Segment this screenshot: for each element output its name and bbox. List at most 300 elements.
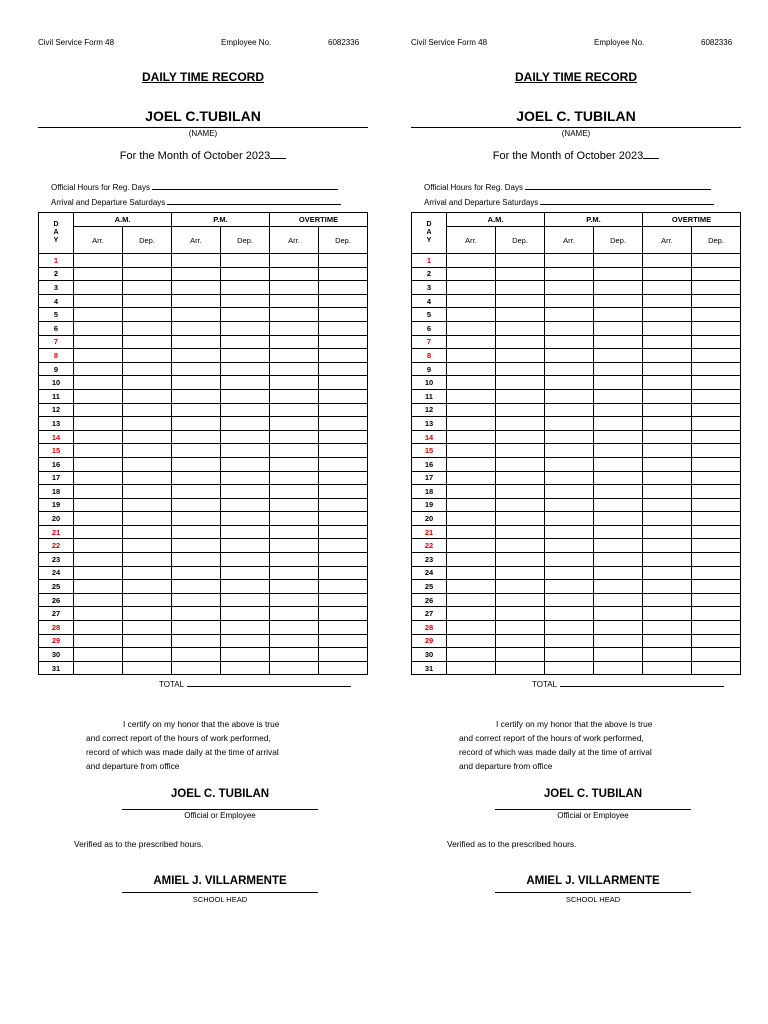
- time-cell[interactable]: [545, 254, 594, 268]
- time-cell[interactable]: [172, 430, 221, 444]
- time-cell[interactable]: [447, 321, 496, 335]
- time-cell[interactable]: [221, 471, 270, 485]
- time-cell[interactable]: [643, 349, 692, 363]
- time-cell[interactable]: [692, 661, 741, 675]
- time-cell[interactable]: [74, 593, 123, 607]
- time-cell[interactable]: [123, 471, 172, 485]
- time-cell[interactable]: [172, 254, 221, 268]
- time-cell[interactable]: [643, 648, 692, 662]
- time-cell[interactable]: [447, 430, 496, 444]
- time-cell[interactable]: [123, 430, 172, 444]
- time-cell[interactable]: [319, 430, 368, 444]
- time-cell[interactable]: [496, 376, 545, 390]
- time-cell[interactable]: [496, 294, 545, 308]
- time-cell[interactable]: [221, 525, 270, 539]
- time-cell[interactable]: [643, 553, 692, 567]
- time-cell[interactable]: [496, 457, 545, 471]
- time-cell[interactable]: [74, 376, 123, 390]
- time-cell[interactable]: [123, 267, 172, 281]
- time-cell[interactable]: [643, 362, 692, 376]
- time-cell[interactable]: [447, 525, 496, 539]
- time-cell[interactable]: [643, 471, 692, 485]
- time-cell[interactable]: [74, 294, 123, 308]
- time-cell[interactable]: [643, 661, 692, 675]
- time-cell[interactable]: [270, 444, 319, 458]
- time-cell[interactable]: [123, 362, 172, 376]
- time-cell[interactable]: [319, 512, 368, 526]
- time-cell[interactable]: [692, 430, 741, 444]
- time-cell[interactable]: [594, 471, 643, 485]
- time-cell[interactable]: [496, 485, 545, 499]
- time-cell[interactable]: [172, 607, 221, 621]
- time-cell[interactable]: [172, 457, 221, 471]
- time-cell[interactable]: [447, 580, 496, 594]
- time-cell[interactable]: [172, 539, 221, 553]
- time-cell[interactable]: [545, 267, 594, 281]
- time-cell[interactable]: [319, 294, 368, 308]
- time-cell[interactable]: [172, 593, 221, 607]
- time-cell[interactable]: [221, 593, 270, 607]
- time-cell[interactable]: [270, 281, 319, 295]
- time-cell[interactable]: [594, 254, 643, 268]
- time-cell[interactable]: [172, 294, 221, 308]
- time-cell[interactable]: [545, 621, 594, 635]
- time-cell[interactable]: [319, 281, 368, 295]
- time-cell[interactable]: [221, 294, 270, 308]
- time-cell[interactable]: [545, 389, 594, 403]
- time-cell[interactable]: [594, 648, 643, 662]
- time-cell[interactable]: [545, 294, 594, 308]
- time-cell[interactable]: [692, 648, 741, 662]
- time-cell[interactable]: [545, 308, 594, 322]
- time-cell[interactable]: [270, 539, 319, 553]
- time-cell[interactable]: [447, 607, 496, 621]
- time-cell[interactable]: [74, 553, 123, 567]
- time-cell[interactable]: [594, 430, 643, 444]
- time-cell[interactable]: [545, 648, 594, 662]
- time-cell[interactable]: [74, 430, 123, 444]
- time-cell[interactable]: [496, 308, 545, 322]
- time-cell[interactable]: [270, 267, 319, 281]
- time-cell[interactable]: [123, 308, 172, 322]
- time-cell[interactable]: [496, 389, 545, 403]
- time-cell[interactable]: [447, 498, 496, 512]
- time-cell[interactable]: [319, 634, 368, 648]
- time-cell[interactable]: [319, 444, 368, 458]
- time-cell[interactable]: [692, 593, 741, 607]
- time-cell[interactable]: [123, 512, 172, 526]
- time-cell[interactable]: [594, 566, 643, 580]
- time-cell[interactable]: [172, 308, 221, 322]
- time-cell[interactable]: [643, 512, 692, 526]
- time-cell[interactable]: [74, 349, 123, 363]
- time-cell[interactable]: [545, 444, 594, 458]
- time-cell[interactable]: [319, 267, 368, 281]
- time-cell[interactable]: [594, 634, 643, 648]
- time-cell[interactable]: [270, 308, 319, 322]
- time-cell[interactable]: [692, 267, 741, 281]
- time-cell[interactable]: [496, 593, 545, 607]
- time-cell[interactable]: [643, 254, 692, 268]
- time-cell[interactable]: [74, 321, 123, 335]
- time-cell[interactable]: [123, 321, 172, 335]
- time-cell[interactable]: [319, 457, 368, 471]
- time-cell[interactable]: [221, 403, 270, 417]
- time-cell[interactable]: [74, 607, 123, 621]
- time-cell[interactable]: [172, 485, 221, 499]
- time-cell[interactable]: [221, 430, 270, 444]
- time-cell[interactable]: [270, 580, 319, 594]
- time-cell[interactable]: [270, 335, 319, 349]
- time-cell[interactable]: [123, 553, 172, 567]
- time-cell[interactable]: [319, 580, 368, 594]
- time-cell[interactable]: [74, 444, 123, 458]
- time-cell[interactable]: [692, 281, 741, 295]
- time-cell[interactable]: [172, 321, 221, 335]
- time-cell[interactable]: [74, 267, 123, 281]
- time-cell[interactable]: [172, 580, 221, 594]
- time-cell[interactable]: [319, 648, 368, 662]
- time-cell[interactable]: [692, 403, 741, 417]
- time-cell[interactable]: [74, 335, 123, 349]
- time-cell[interactable]: [172, 498, 221, 512]
- time-cell[interactable]: [447, 621, 496, 635]
- time-cell[interactable]: [221, 321, 270, 335]
- time-cell[interactable]: [643, 444, 692, 458]
- time-cell[interactable]: [123, 349, 172, 363]
- time-cell[interactable]: [496, 621, 545, 635]
- time-cell[interactable]: [594, 267, 643, 281]
- time-cell[interactable]: [545, 281, 594, 295]
- time-cell[interactable]: [594, 593, 643, 607]
- time-cell[interactable]: [594, 281, 643, 295]
- time-cell[interactable]: [496, 580, 545, 594]
- time-cell[interactable]: [545, 471, 594, 485]
- time-cell[interactable]: [221, 335, 270, 349]
- time-cell[interactable]: [594, 580, 643, 594]
- time-cell[interactable]: [172, 362, 221, 376]
- time-cell[interactable]: [221, 512, 270, 526]
- time-cell[interactable]: [594, 457, 643, 471]
- time-cell[interactable]: [319, 485, 368, 499]
- time-cell[interactable]: [123, 335, 172, 349]
- time-cell[interactable]: [172, 444, 221, 458]
- time-cell[interactable]: [123, 539, 172, 553]
- time-cell[interactable]: [447, 539, 496, 553]
- time-cell[interactable]: [447, 457, 496, 471]
- time-cell[interactable]: [447, 553, 496, 567]
- time-cell[interactable]: [447, 349, 496, 363]
- time-cell[interactable]: [221, 621, 270, 635]
- time-cell[interactable]: [270, 457, 319, 471]
- time-cell[interactable]: [496, 362, 545, 376]
- time-cell[interactable]: [172, 648, 221, 662]
- time-cell[interactable]: [447, 281, 496, 295]
- time-cell[interactable]: [221, 389, 270, 403]
- time-cell[interactable]: [643, 498, 692, 512]
- time-cell[interactable]: [270, 553, 319, 567]
- time-cell[interactable]: [74, 281, 123, 295]
- time-cell[interactable]: [319, 376, 368, 390]
- time-cell[interactable]: [447, 512, 496, 526]
- time-cell[interactable]: [496, 566, 545, 580]
- time-cell[interactable]: [74, 634, 123, 648]
- time-cell[interactable]: [270, 485, 319, 499]
- time-cell[interactable]: [270, 362, 319, 376]
- time-cell[interactable]: [74, 525, 123, 539]
- time-cell[interactable]: [447, 376, 496, 390]
- time-cell[interactable]: [692, 349, 741, 363]
- time-cell[interactable]: [172, 403, 221, 417]
- time-cell[interactable]: [692, 254, 741, 268]
- time-cell[interactable]: [270, 403, 319, 417]
- time-cell[interactable]: [545, 607, 594, 621]
- time-cell[interactable]: [221, 349, 270, 363]
- time-cell[interactable]: [594, 512, 643, 526]
- time-cell[interactable]: [643, 321, 692, 335]
- time-cell[interactable]: [270, 621, 319, 635]
- time-cell[interactable]: [172, 349, 221, 363]
- time-cell[interactable]: [270, 389, 319, 403]
- time-cell[interactable]: [692, 294, 741, 308]
- time-cell[interactable]: [74, 580, 123, 594]
- time-cell[interactable]: [545, 362, 594, 376]
- time-cell[interactable]: [221, 485, 270, 499]
- time-cell[interactable]: [123, 281, 172, 295]
- time-cell[interactable]: [692, 580, 741, 594]
- time-cell[interactable]: [221, 648, 270, 662]
- time-cell[interactable]: [270, 648, 319, 662]
- time-cell[interactable]: [172, 281, 221, 295]
- time-cell[interactable]: [692, 376, 741, 390]
- time-cell[interactable]: [496, 661, 545, 675]
- time-cell[interactable]: [545, 321, 594, 335]
- time-cell[interactable]: [221, 444, 270, 458]
- time-cell[interactable]: [496, 430, 545, 444]
- time-cell[interactable]: [221, 607, 270, 621]
- time-cell[interactable]: [496, 335, 545, 349]
- time-cell[interactable]: [643, 417, 692, 431]
- time-cell[interactable]: [270, 566, 319, 580]
- time-cell[interactable]: [221, 566, 270, 580]
- time-cell[interactable]: [496, 498, 545, 512]
- time-cell[interactable]: [692, 308, 741, 322]
- time-cell[interactable]: [496, 267, 545, 281]
- time-cell[interactable]: [123, 566, 172, 580]
- time-cell[interactable]: [447, 308, 496, 322]
- time-cell[interactable]: [643, 457, 692, 471]
- time-cell[interactable]: [172, 417, 221, 431]
- time-cell[interactable]: [319, 607, 368, 621]
- time-cell[interactable]: [123, 661, 172, 675]
- time-cell[interactable]: [594, 376, 643, 390]
- time-cell[interactable]: [270, 349, 319, 363]
- time-cell[interactable]: [692, 417, 741, 431]
- time-cell[interactable]: [496, 525, 545, 539]
- time-cell[interactable]: [545, 553, 594, 567]
- time-cell[interactable]: [270, 607, 319, 621]
- time-cell[interactable]: [319, 661, 368, 675]
- time-cell[interactable]: [692, 457, 741, 471]
- time-cell[interactable]: [270, 512, 319, 526]
- time-cell[interactable]: [447, 485, 496, 499]
- time-cell[interactable]: [447, 634, 496, 648]
- time-cell[interactable]: [692, 621, 741, 635]
- time-cell[interactable]: [594, 362, 643, 376]
- time-cell[interactable]: [692, 525, 741, 539]
- time-cell[interactable]: [172, 661, 221, 675]
- time-cell[interactable]: [74, 471, 123, 485]
- time-cell[interactable]: [643, 539, 692, 553]
- time-cell[interactable]: [74, 362, 123, 376]
- time-cell[interactable]: [496, 417, 545, 431]
- time-cell[interactable]: [172, 389, 221, 403]
- time-cell[interactable]: [594, 607, 643, 621]
- time-cell[interactable]: [123, 580, 172, 594]
- time-cell[interactable]: [221, 457, 270, 471]
- time-cell[interactable]: [545, 417, 594, 431]
- time-cell[interactable]: [692, 512, 741, 526]
- time-cell[interactable]: [594, 335, 643, 349]
- time-cell[interactable]: [643, 593, 692, 607]
- time-cell[interactable]: [123, 444, 172, 458]
- time-cell[interactable]: [172, 634, 221, 648]
- time-cell[interactable]: [319, 593, 368, 607]
- time-cell[interactable]: [643, 580, 692, 594]
- time-cell[interactable]: [545, 376, 594, 390]
- time-cell[interactable]: [496, 321, 545, 335]
- time-cell[interactable]: [123, 389, 172, 403]
- time-cell[interactable]: [447, 389, 496, 403]
- time-cell[interactable]: [643, 430, 692, 444]
- time-cell[interactable]: [545, 335, 594, 349]
- time-cell[interactable]: [643, 376, 692, 390]
- time-cell[interactable]: [221, 281, 270, 295]
- time-cell[interactable]: [123, 648, 172, 662]
- time-cell[interactable]: [123, 294, 172, 308]
- time-cell[interactable]: [221, 417, 270, 431]
- time-cell[interactable]: [172, 376, 221, 390]
- time-cell[interactable]: [447, 267, 496, 281]
- time-cell[interactable]: [545, 566, 594, 580]
- time-cell[interactable]: [270, 376, 319, 390]
- time-cell[interactable]: [692, 553, 741, 567]
- time-cell[interactable]: [643, 485, 692, 499]
- time-cell[interactable]: [319, 417, 368, 431]
- time-cell[interactable]: [692, 498, 741, 512]
- time-cell[interactable]: [447, 648, 496, 662]
- time-cell[interactable]: [74, 566, 123, 580]
- time-cell[interactable]: [74, 403, 123, 417]
- time-cell[interactable]: [545, 512, 594, 526]
- time-cell[interactable]: [447, 403, 496, 417]
- time-cell[interactable]: [123, 417, 172, 431]
- time-cell[interactable]: [594, 321, 643, 335]
- time-cell[interactable]: [496, 349, 545, 363]
- time-cell[interactable]: [643, 403, 692, 417]
- time-cell[interactable]: [545, 539, 594, 553]
- time-cell[interactable]: [545, 634, 594, 648]
- time-cell[interactable]: [270, 294, 319, 308]
- time-cell[interactable]: [221, 254, 270, 268]
- time-cell[interactable]: [123, 403, 172, 417]
- time-cell[interactable]: [545, 403, 594, 417]
- time-cell[interactable]: [221, 308, 270, 322]
- time-cell[interactable]: [172, 525, 221, 539]
- time-cell[interactable]: [594, 553, 643, 567]
- time-cell[interactable]: [496, 444, 545, 458]
- time-cell[interactable]: [319, 539, 368, 553]
- time-cell[interactable]: [496, 281, 545, 295]
- time-cell[interactable]: [172, 553, 221, 567]
- time-cell[interactable]: [123, 254, 172, 268]
- time-cell[interactable]: [643, 335, 692, 349]
- time-cell[interactable]: [545, 457, 594, 471]
- time-cell[interactable]: [643, 294, 692, 308]
- time-cell[interactable]: [594, 661, 643, 675]
- time-cell[interactable]: [545, 430, 594, 444]
- time-cell[interactable]: [594, 525, 643, 539]
- time-cell[interactable]: [692, 321, 741, 335]
- time-cell[interactable]: [594, 485, 643, 499]
- time-cell[interactable]: [594, 308, 643, 322]
- time-cell[interactable]: [221, 634, 270, 648]
- time-cell[interactable]: [221, 267, 270, 281]
- time-cell[interactable]: [692, 607, 741, 621]
- time-cell[interactable]: [74, 661, 123, 675]
- time-cell[interactable]: [692, 471, 741, 485]
- time-cell[interactable]: [74, 539, 123, 553]
- time-cell[interactable]: [692, 389, 741, 403]
- time-cell[interactable]: [594, 498, 643, 512]
- time-cell[interactable]: [172, 512, 221, 526]
- time-cell[interactable]: [447, 444, 496, 458]
- time-cell[interactable]: [545, 498, 594, 512]
- time-cell[interactable]: [643, 621, 692, 635]
- time-cell[interactable]: [496, 254, 545, 268]
- time-cell[interactable]: [270, 661, 319, 675]
- time-cell[interactable]: [594, 389, 643, 403]
- time-cell[interactable]: [692, 335, 741, 349]
- time-cell[interactable]: [74, 457, 123, 471]
- time-cell[interactable]: [545, 349, 594, 363]
- time-cell[interactable]: [221, 362, 270, 376]
- time-cell[interactable]: [270, 634, 319, 648]
- time-cell[interactable]: [447, 471, 496, 485]
- time-cell[interactable]: [692, 444, 741, 458]
- time-cell[interactable]: [123, 607, 172, 621]
- time-cell[interactable]: [123, 457, 172, 471]
- time-cell[interactable]: [123, 634, 172, 648]
- time-cell[interactable]: [496, 607, 545, 621]
- time-cell[interactable]: [74, 621, 123, 635]
- time-cell[interactable]: [545, 485, 594, 499]
- time-cell[interactable]: [319, 254, 368, 268]
- time-cell[interactable]: [123, 621, 172, 635]
- time-cell[interactable]: [270, 417, 319, 431]
- time-cell[interactable]: [319, 362, 368, 376]
- time-cell[interactable]: [319, 471, 368, 485]
- time-cell[interactable]: [496, 403, 545, 417]
- time-cell[interactable]: [172, 471, 221, 485]
- time-cell[interactable]: [319, 321, 368, 335]
- time-cell[interactable]: [74, 254, 123, 268]
- time-cell[interactable]: [270, 254, 319, 268]
- time-cell[interactable]: [643, 607, 692, 621]
- time-cell[interactable]: [221, 553, 270, 567]
- time-cell[interactable]: [319, 498, 368, 512]
- time-cell[interactable]: [594, 444, 643, 458]
